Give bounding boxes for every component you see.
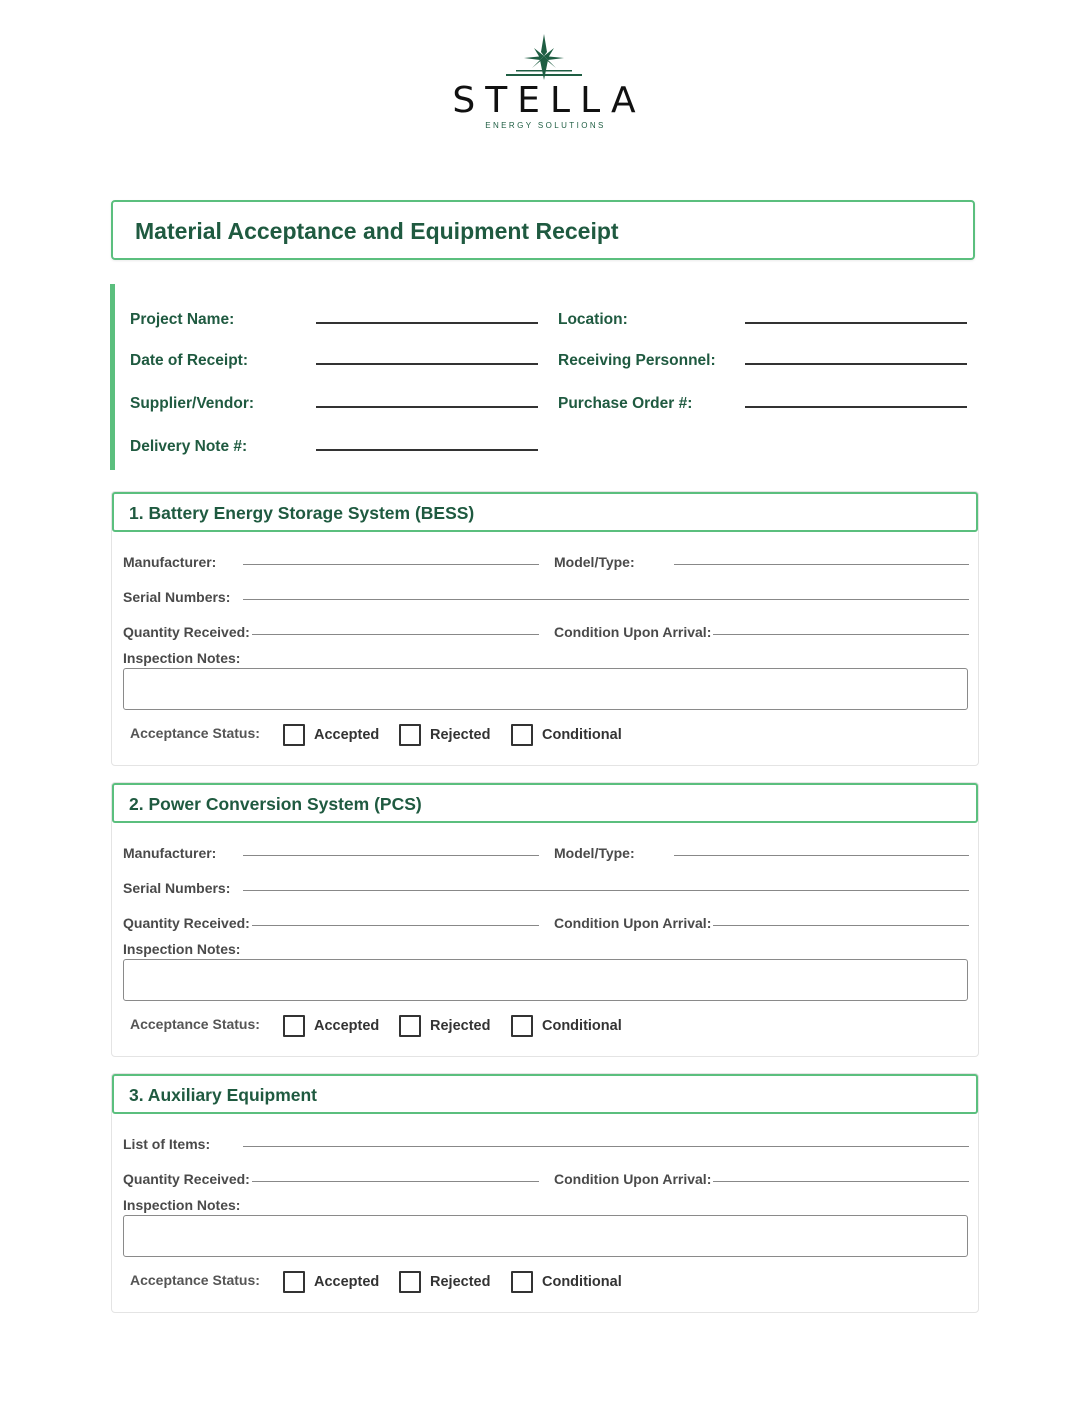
inspection-notes-box[interactable]: [123, 959, 968, 1001]
rejected-label: Rejected: [430, 1018, 491, 1034]
accepted-label: Accepted: [314, 727, 380, 743]
acceptance-status-label: Acceptance Status:: [130, 1272, 260, 1288]
location-label: Location:: [558, 311, 628, 328]
conditional-label: Conditional: [542, 727, 622, 743]
supplier-vendor-label: Supplier/Vendor:: [130, 395, 255, 412]
compass-star-icon: [504, 34, 584, 84]
condition-field[interactable]: [713, 925, 969, 926]
rejected-checkbox[interactable]: [399, 1271, 421, 1293]
quantity-received-label: Quantity Received:: [123, 624, 250, 640]
model-type-field[interactable]: [674, 855, 969, 856]
supplier-vendor-field[interactable]: [316, 406, 538, 408]
section-header: [112, 783, 978, 823]
list-of-items-field[interactable]: [243, 1146, 969, 1147]
serial-numbers-label: Serial Numbers:: [123, 880, 231, 896]
quantity-received-field[interactable]: [252, 925, 539, 926]
accepted-checkbox[interactable]: [283, 724, 305, 746]
manufacturer-field[interactable]: [243, 564, 539, 565]
receiving-personnel-label: Receiving Personnel:: [558, 352, 716, 369]
purchase-order-field[interactable]: [745, 406, 967, 408]
quantity-received-field[interactable]: [252, 1181, 539, 1182]
accepted-label: Accepted: [314, 1274, 380, 1290]
quantity-received-field[interactable]: [252, 634, 539, 635]
location-field[interactable]: [745, 322, 967, 324]
project-name-field[interactable]: [316, 322, 538, 324]
date-of-receipt-label: Date of Receipt:: [130, 352, 248, 369]
company-logo: [0, 34, 1088, 132]
condition-label: Condition Upon Arrival:: [554, 1171, 712, 1187]
serial-numbers-field[interactable]: [243, 890, 969, 891]
section-auxiliary: [111, 1073, 979, 1313]
model-type-field[interactable]: [674, 564, 969, 565]
section-header: [112, 1074, 978, 1114]
section-header: [112, 492, 978, 532]
serial-numbers-label: Serial Numbers:: [123, 589, 231, 605]
model-type-label: Model/Type:: [554, 554, 635, 570]
header-info: [110, 284, 981, 470]
rejected-checkbox[interactable]: [399, 1015, 421, 1037]
manufacturer-label: Manufacturer:: [123, 845, 217, 861]
manufacturer-field[interactable]: [243, 855, 539, 856]
inspection-notes-box[interactable]: [123, 1215, 968, 1257]
section-title: 2. Power Conversion System (PCS): [129, 794, 422, 814]
accepted-label: Accepted: [314, 1018, 380, 1034]
conditional-label: Conditional: [542, 1018, 622, 1034]
purchase-order-label: Purchase Order #:: [558, 395, 693, 412]
date-of-receipt-field[interactable]: [316, 363, 538, 365]
quantity-received-label: Quantity Received:: [123, 1171, 250, 1187]
quantity-received-label: Quantity Received:: [123, 915, 250, 931]
inspection-notes-label: Inspection Notes:: [123, 1197, 241, 1213]
condition-field[interactable]: [713, 634, 969, 635]
conditional-checkbox[interactable]: [511, 1015, 533, 1037]
brand-name: STELLA: [452, 80, 646, 121]
accepted-checkbox[interactable]: [283, 1271, 305, 1293]
condition-label: Condition Upon Arrival:: [554, 915, 712, 931]
conditional-checkbox[interactable]: [511, 724, 533, 746]
form-title: Material Acceptance and Equipment Receipt: [135, 218, 619, 244]
rejected-label: Rejected: [430, 727, 491, 743]
delivery-note-label: Delivery Note #:: [130, 438, 248, 455]
conditional-checkbox[interactable]: [511, 1271, 533, 1293]
manufacturer-label: Manufacturer:: [123, 554, 217, 570]
accepted-checkbox[interactable]: [283, 1015, 305, 1037]
receiving-personnel-field[interactable]: [745, 363, 967, 365]
model-type-label: Model/Type:: [554, 845, 635, 861]
section-pcs: [111, 782, 979, 1057]
delivery-note-field[interactable]: [316, 449, 538, 451]
condition-field[interactable]: [713, 1181, 969, 1182]
list-of-items-label: List of Items:: [123, 1136, 211, 1152]
acceptance-status-label: Acceptance Status:: [130, 1016, 260, 1032]
inspection-notes-label: Inspection Notes:: [123, 650, 241, 666]
section-bess: [111, 491, 979, 766]
section-title: 3. Auxiliary Equipment: [129, 1085, 318, 1105]
inspection-notes-label: Inspection Notes:: [123, 941, 241, 957]
serial-numbers-field[interactable]: [243, 599, 969, 600]
rejected-checkbox[interactable]: [399, 724, 421, 746]
section-title: 1. Battery Energy Storage System (BESS): [129, 503, 475, 523]
conditional-label: Conditional: [542, 1274, 622, 1290]
project-name-label: Project Name:: [130, 311, 235, 328]
condition-label: Condition Upon Arrival:: [554, 624, 712, 640]
rejected-label: Rejected: [430, 1274, 491, 1290]
acceptance-status-label: Acceptance Status:: [130, 725, 260, 741]
inspection-notes-box[interactable]: [123, 668, 968, 710]
brand-tagline: ENERGY SOLUTIONS: [485, 121, 606, 130]
form-title-card: [111, 200, 975, 260]
